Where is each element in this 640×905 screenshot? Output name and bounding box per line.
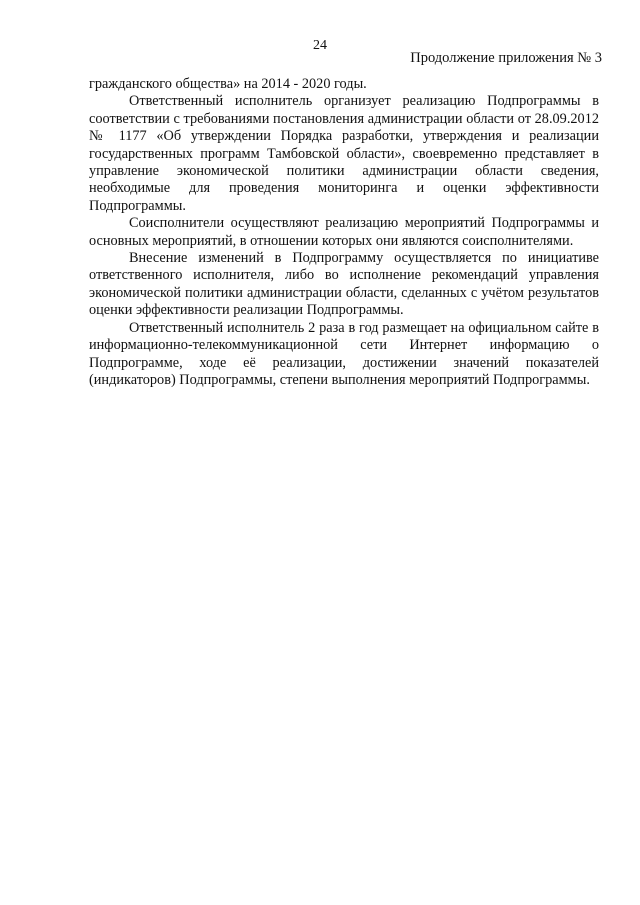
paragraph-co-executors: Соисполнители осуществляют реализацию мероприятий Подпрограммы и основных мероприятий, в отношении которых они являются соисполнителями. (89, 215, 599, 249)
paragraph-continuation: гражданского общества» на 2014 - 2020 годы. (89, 76, 367, 92)
appendix-continuation-note: Продолжение приложения № 3 (410, 50, 602, 66)
page-number: 24 (313, 38, 327, 53)
paragraph-amendments: Внесение изменений в Подпрограмму осуществляется по инициативе ответственного исполнителя, либо во исполнение рекомендаций управления экономической политики администрации области, сделанных с учётом результатов оценки эффективности реализации Подпрограммы. (89, 250, 599, 319)
paragraph-publication: Ответственный исполнитель 2 раза в год размещает на официальном сайте в информационно-телекоммуникационной сети Интернет информацию о Подпрограмме, ходе её реализации, достижении значений показателей (индикаторов) Подпрограммы, степени выполнения мероприятий Подпрограммы. (89, 319, 599, 388)
paragraph-responsible-executor: Ответственный исполнитель организует реализацию Подпрограммы в соответствии с требованиями постановления администрации области от 28.09.2012 № 1177 «Об утверждении Порядка разработки, утверждения и реализации государственных программ Тамбовской области», своевременно представляет в управление экономической политики администрации области сведения, необходимые для проведения мониторинга и оценки эффективности Подпрограммы. (89, 93, 599, 214)
document-body (89, 76, 599, 389)
